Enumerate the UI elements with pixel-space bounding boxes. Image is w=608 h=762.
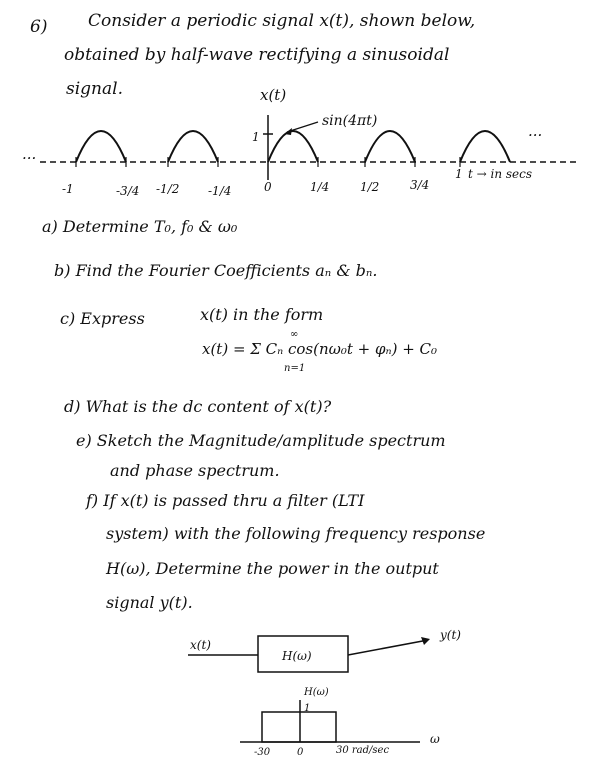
question-e-line2: and phase spectrum. [110, 461, 280, 480]
question-b: b) Find the Fourier Coefficients aₙ & bₙ. [54, 261, 378, 280]
filter-ylabel: H(ω) [304, 687, 329, 698]
question-c-formula: x(t) = Σ Cₙ cos(nω₀t + φₙ) + C₀ [202, 340, 438, 358]
filter-passband [262, 712, 336, 742]
graph-ylabel: x(t) [260, 86, 287, 104]
tick-label: -1/4 [208, 184, 232, 198]
filter-origin: 0 [297, 747, 304, 758]
tick-label: 1 [455, 167, 463, 181]
filter-xlabel: ω [430, 732, 440, 746]
xaxis-units: t → in secs [468, 167, 533, 181]
tick-label: -1 [62, 182, 74, 196]
hump-1 [76, 131, 126, 162]
question-f-line3: H(ω), Determine the power in the output [106, 559, 439, 578]
question-a: a) Determine T₀, f₀ & ω₀ [42, 217, 238, 236]
question-f-line1: f) If x(t) is passed thru a filter (LTI [86, 491, 365, 510]
sum-upper-limit: ∞ [290, 329, 299, 340]
annotation-arrow [287, 122, 318, 132]
question-f-line4: signal y(t). [106, 593, 193, 612]
block-box-label: H(ω) [282, 649, 312, 663]
filter-right-cutoff: 30 rad/sec [336, 745, 390, 756]
intro-line-1: Consider a periodic signal x(t), shown below, [88, 11, 476, 31]
intro-line-2: obtained by half-wave rectifying a sinusoidal [64, 45, 450, 65]
tick-label: -1/2 [156, 182, 180, 196]
amplitude-label: 1 [252, 130, 260, 144]
intro-line-3: signal. [66, 79, 123, 99]
hump-5 [460, 131, 510, 162]
question-c-form: x(t) in the form [200, 305, 324, 324]
hump-2 [168, 131, 218, 162]
question-d: d) What is the dc content of x(t)? [64, 397, 332, 416]
left-ellipsis: ... [22, 145, 37, 163]
sum-lower-limit: n=1 [284, 363, 306, 374]
tick-label: -3/4 [116, 184, 140, 198]
block-input-label: x(t) [190, 638, 211, 652]
right-ellipsis: ... [528, 122, 543, 140]
tick-label: 0 [264, 180, 272, 194]
hump-4 [365, 131, 415, 162]
filter-left-cutoff: -30 [254, 747, 271, 758]
block-output-label: y(t) [440, 628, 461, 642]
tick-label: 1/4 [310, 180, 330, 194]
question-f-line2: system) with the following frequency response [106, 524, 486, 543]
question-c-label: c) Express [60, 309, 145, 328]
tick-label: 1/2 [360, 180, 380, 194]
tick-label: 3/4 [410, 178, 430, 192]
output-line [348, 640, 428, 655]
problem-number: 6) [30, 17, 48, 37]
graph-annotation: sin(4πt) [322, 113, 378, 129]
question-e-line1: e) Sketch the Magnitude/amplitude spectrum [76, 431, 446, 450]
filter-height-label: 1 [304, 703, 311, 714]
hump-3 [268, 131, 318, 162]
